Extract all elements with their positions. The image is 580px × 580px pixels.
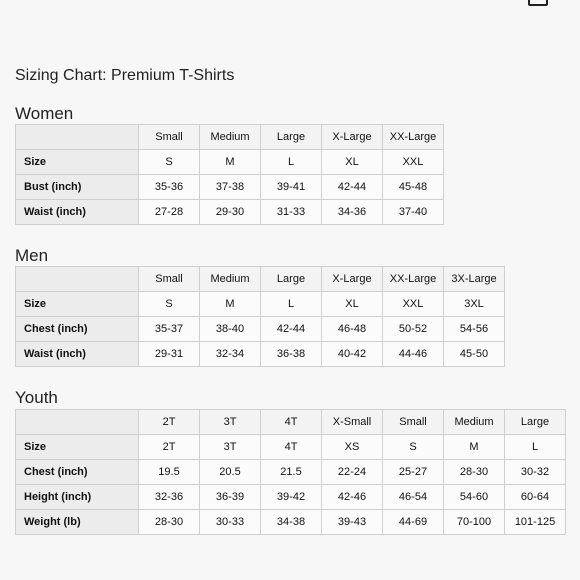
table-cell: 19.5: [139, 460, 200, 485]
column-header: Large: [261, 267, 322, 292]
table-cell: S: [383, 435, 444, 460]
table-cell: 54-60: [444, 485, 505, 510]
table-cell: XS: [322, 435, 383, 460]
table-cell: 39-42: [261, 485, 322, 510]
column-header: X-Small: [322, 410, 383, 435]
column-header: 3X-Large: [444, 267, 505, 292]
table-cell: 20.5: [200, 460, 261, 485]
table-cell: 45-50: [444, 342, 505, 367]
women-size-table: [15, 124, 444, 225]
table-cell: 25-27: [383, 460, 444, 485]
column-header: XX-Large: [383, 125, 444, 150]
table-cell: 27-28: [139, 200, 200, 225]
table-cell: 54-56: [444, 317, 505, 342]
table-cell: XL: [322, 150, 383, 175]
column-header: Medium: [200, 267, 261, 292]
table-cell: 29-31: [139, 342, 200, 367]
column-header: X-Large: [322, 267, 383, 292]
men-section-title: Men: [15, 246, 49, 265]
table-header-row: [16, 125, 444, 150]
table-cell: 42-46: [322, 485, 383, 510]
table-cell: 2T: [139, 435, 200, 460]
table-row: [16, 510, 566, 535]
table-cell: 34-38: [261, 510, 322, 535]
column-header: Medium: [444, 410, 505, 435]
table-cell: 70-100: [444, 510, 505, 535]
table-cell: XXL: [383, 150, 444, 175]
table-cell: 32-34: [200, 342, 261, 367]
header-corner-cell: [16, 125, 139, 150]
row-label: Waist (inch): [16, 342, 139, 367]
table-cell: 44-46: [383, 342, 444, 367]
table-row: [16, 150, 444, 175]
table-row: [16, 292, 505, 317]
table-cell: 30-33: [200, 510, 261, 535]
table-cell: 39-41: [261, 175, 322, 200]
table-cell: L: [261, 292, 322, 317]
youth-size-table: [15, 409, 566, 535]
table-cell: 40-42: [322, 342, 383, 367]
table-cell: 38-40: [200, 317, 261, 342]
table-cell: 44-69: [383, 510, 444, 535]
table-row: [16, 485, 566, 510]
header-corner-cell: [16, 410, 139, 435]
row-label: Chest (inch): [16, 460, 139, 485]
table-cell: 30-32: [505, 460, 566, 485]
column-header: X-Large: [322, 125, 383, 150]
column-header: Small: [383, 410, 444, 435]
table-cell: 35-36: [139, 175, 200, 200]
table-cell: 34-36: [322, 200, 383, 225]
table-row: [16, 200, 444, 225]
table-cell: 32-36: [139, 485, 200, 510]
table-row: [16, 342, 505, 367]
table-cell: M: [200, 292, 261, 317]
row-label: Size: [16, 435, 139, 460]
column-header: XX-Large: [383, 267, 444, 292]
table-cell: 36-39: [200, 485, 261, 510]
column-header: 3T: [200, 410, 261, 435]
table-cell: 28-30: [139, 510, 200, 535]
table-cell: 60-64: [505, 485, 566, 510]
row-label: Chest (inch): [16, 317, 139, 342]
table-row: [16, 435, 566, 460]
table-cell: 50-52: [383, 317, 444, 342]
table-row: [16, 460, 566, 485]
women-section-title: Women: [15, 104, 74, 123]
table-row: [16, 175, 444, 200]
table-cell: S: [139, 150, 200, 175]
row-label: Weight (lb): [16, 510, 139, 535]
column-header: 4T: [261, 410, 322, 435]
table-cell: L: [505, 435, 566, 460]
table-cell: 35-37: [139, 317, 200, 342]
table-row: [16, 317, 505, 342]
table-cell: 42-44: [322, 175, 383, 200]
table-cell: 21.5: [261, 460, 322, 485]
table-cell: 42-44: [261, 317, 322, 342]
row-label: Height (inch): [16, 485, 139, 510]
table-header-row: [16, 410, 566, 435]
window-frame-icon: [528, 0, 548, 6]
row-label: Waist (inch): [16, 200, 139, 225]
table-cell: 4T: [261, 435, 322, 460]
row-label: Bust (inch): [16, 175, 139, 200]
table-cell: 29-30: [200, 200, 261, 225]
row-label: Size: [16, 292, 139, 317]
column-header: 2T: [139, 410, 200, 435]
table-cell: XL: [322, 292, 383, 317]
column-header: Large: [261, 125, 322, 150]
table-cell: M: [200, 150, 261, 175]
table-cell: 45-48: [383, 175, 444, 200]
table-cell: 46-48: [322, 317, 383, 342]
table-cell: 37-38: [200, 175, 261, 200]
table-cell: 36-38: [261, 342, 322, 367]
table-cell: M: [444, 435, 505, 460]
table-header-row: [16, 267, 505, 292]
table-cell: L: [261, 150, 322, 175]
table-cell: 101-125: [505, 510, 566, 535]
column-header: Small: [139, 267, 200, 292]
header-corner-cell: [16, 267, 139, 292]
table-cell: S: [139, 292, 200, 317]
page-title: Sizing Chart: Premium T-Shirts: [15, 67, 235, 84]
table-cell: 3XL: [444, 292, 505, 317]
table-cell: 46-54: [383, 485, 444, 510]
column-header: Large: [505, 410, 566, 435]
table-cell: 28-30: [444, 460, 505, 485]
youth-section-title: Youth: [15, 388, 58, 407]
table-cell: 39-43: [322, 510, 383, 535]
table-cell: 37-40: [383, 200, 444, 225]
table-cell: XXL: [383, 292, 444, 317]
table-cell: 3T: [200, 435, 261, 460]
table-cell: 31-33: [261, 200, 322, 225]
column-header: Medium: [200, 125, 261, 150]
table-cell: 22-24: [322, 460, 383, 485]
row-label: Size: [16, 150, 139, 175]
column-header: Small: [139, 125, 200, 150]
men-size-table: [15, 266, 505, 367]
